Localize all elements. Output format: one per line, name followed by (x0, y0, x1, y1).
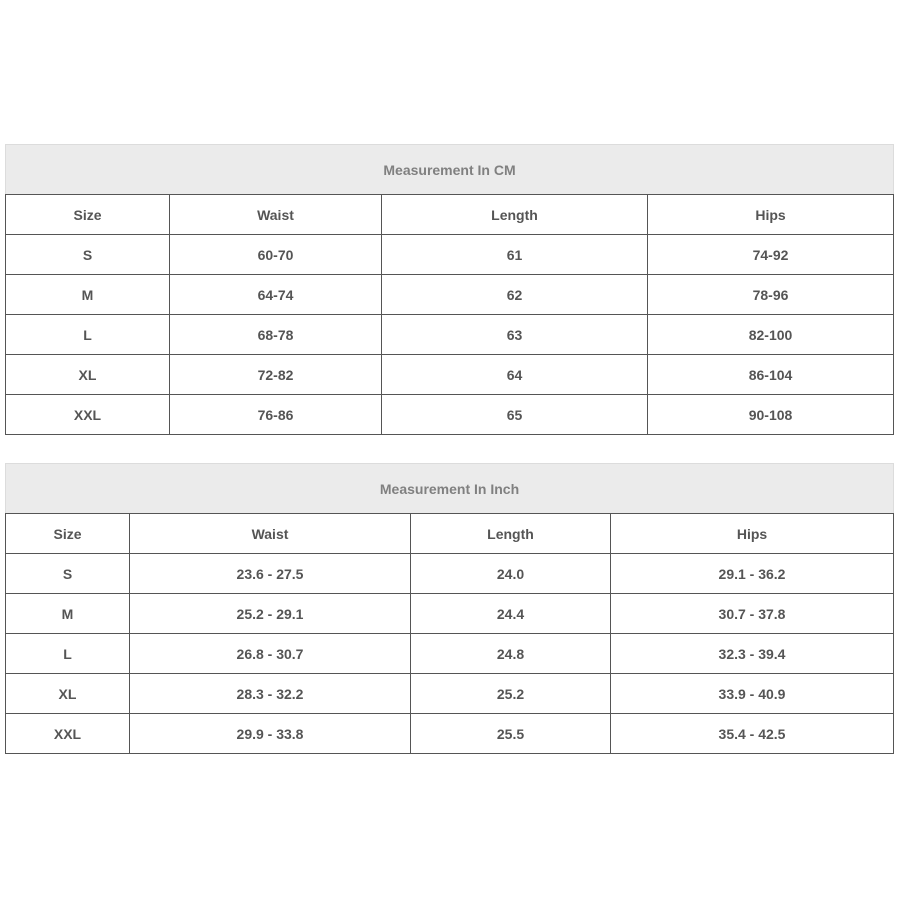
waist-cell: 29.9 - 33.8 (130, 714, 411, 754)
length-cell: 24.0 (411, 554, 611, 594)
length-cell: 64 (382, 355, 648, 395)
column-header-length: Length (382, 195, 648, 235)
column-header-hips: Hips (611, 514, 894, 554)
waist-cell: 28.3 - 32.2 (130, 674, 411, 714)
waist-cell: 68-78 (170, 315, 382, 355)
length-cell: 24.8 (411, 634, 611, 674)
table-title: Measurement In CM (6, 145, 894, 195)
table-row (6, 634, 894, 674)
column-header-waist: Waist (170, 195, 382, 235)
waist-cell: 76-86 (170, 395, 382, 435)
waist-cell: 26.8 - 30.7 (130, 634, 411, 674)
size-cell: L (6, 315, 170, 355)
waist-cell: 72-82 (170, 355, 382, 395)
hips-cell: 78-96 (648, 275, 894, 315)
size-cell: XXL (6, 395, 170, 435)
table-row (6, 275, 894, 315)
hips-cell: 30.7 - 37.8 (611, 594, 894, 634)
column-header-length: Length (411, 514, 611, 554)
size-cell: S (6, 235, 170, 275)
size-chart-inch-table (5, 463, 894, 754)
table-header-row (6, 195, 894, 235)
table-row (6, 395, 894, 435)
size-cell: XL (6, 355, 170, 395)
table-row (6, 674, 894, 714)
table-row (6, 315, 894, 355)
length-cell: 25.5 (411, 714, 611, 754)
hips-cell: 74-92 (648, 235, 894, 275)
waist-cell: 60-70 (170, 235, 382, 275)
table-row (6, 594, 894, 634)
length-cell: 65 (382, 395, 648, 435)
size-cell: S (6, 554, 130, 594)
length-cell: 61 (382, 235, 648, 275)
table-row (6, 355, 894, 395)
size-cell: M (6, 594, 130, 634)
column-header-hips: Hips (648, 195, 894, 235)
length-cell: 63 (382, 315, 648, 355)
hips-cell: 90-108 (648, 395, 894, 435)
table-row (6, 714, 894, 754)
table-title-row (6, 145, 894, 195)
table-header-row (6, 514, 894, 554)
waist-cell: 23.6 - 27.5 (130, 554, 411, 594)
length-cell: 24.4 (411, 594, 611, 634)
size-cell: XXL (6, 714, 130, 754)
hips-cell: 29.1 - 36.2 (611, 554, 894, 594)
column-header-waist: Waist (130, 514, 411, 554)
length-cell: 62 (382, 275, 648, 315)
hips-cell: 82-100 (648, 315, 894, 355)
waist-cell: 64-74 (170, 275, 382, 315)
hips-cell: 32.3 - 39.4 (611, 634, 894, 674)
hips-cell: 35.4 - 42.5 (611, 714, 894, 754)
table-row (6, 554, 894, 594)
size-cell: M (6, 275, 170, 315)
table-title-row (6, 464, 894, 514)
column-header-size: Size (6, 195, 170, 235)
length-cell: 25.2 (411, 674, 611, 714)
size-cell: XL (6, 674, 130, 714)
column-header-size: Size (6, 514, 130, 554)
hips-cell: 86-104 (648, 355, 894, 395)
size-chart-cm-table (5, 144, 894, 435)
size-cell: L (6, 634, 130, 674)
table-row (6, 235, 894, 275)
waist-cell: 25.2 - 29.1 (130, 594, 411, 634)
hips-cell: 33.9 - 40.9 (611, 674, 894, 714)
table-title: Measurement In Inch (6, 464, 894, 514)
